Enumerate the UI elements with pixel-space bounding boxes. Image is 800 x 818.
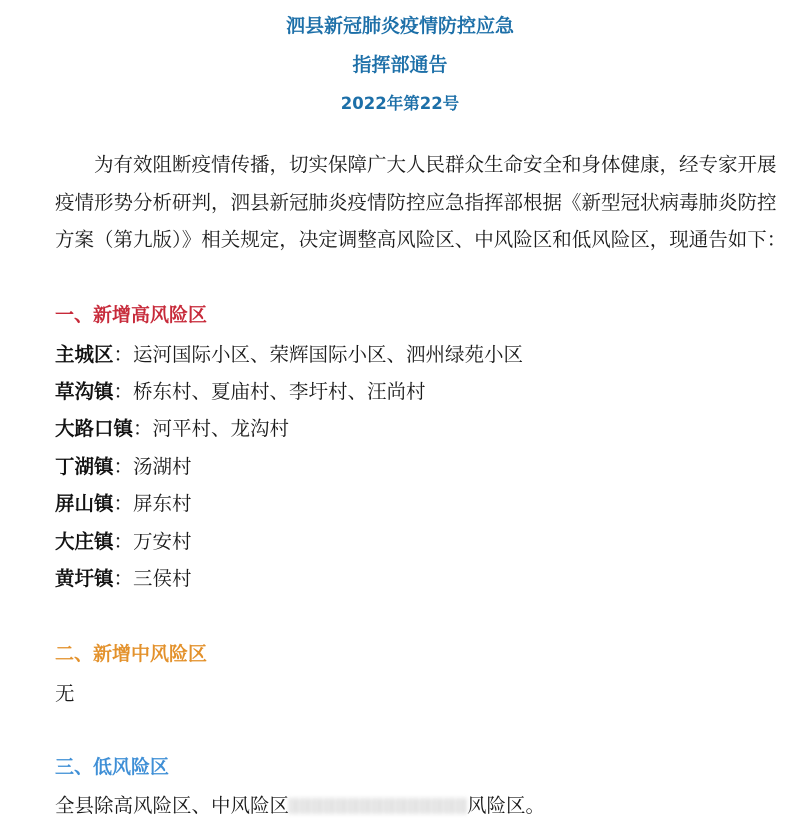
section-medium-risk-title: 二、新增中风险区: [55, 643, 208, 665]
low-risk-text-end: 风险区。: [467, 794, 546, 817]
town-name: 草沟镇: [55, 380, 114, 403]
areas: ：河平村、龙沟村: [133, 417, 290, 440]
section-low-risk-body: [55, 790, 545, 818]
high-risk-row: [55, 526, 192, 554]
town-name: 丁湖镇: [55, 455, 114, 478]
areas: ：万安村: [113, 530, 192, 553]
blurred-text: [289, 798, 467, 814]
town-name: 主城区: [55, 343, 114, 366]
notice-number: 2022年第22号: [340, 94, 460, 113]
areas: ：运河国际小区、荣辉国际小区、泗州绿苑小区: [113, 343, 524, 366]
high-risk-row: [55, 413, 289, 441]
town-name: 大路口镇: [55, 417, 134, 440]
high-risk-row: [55, 488, 192, 516]
high-risk-row: [55, 376, 426, 404]
areas: ：三侯村: [113, 567, 192, 590]
section-low-risk-title: 三、低风险区: [55, 756, 170, 778]
town-name: 大庄镇: [55, 530, 114, 553]
town-name: 屏山镇: [55, 492, 114, 515]
town-name: 黄圩镇: [55, 567, 114, 590]
high-risk-row: [55, 339, 523, 367]
areas: ：桥东村、夏庙村、李圩村、汪尚村: [113, 380, 426, 403]
notice-title-line2: 指挥部通告: [352, 54, 448, 76]
intro-text: 为有效阻断疫情传播，切实保障广大人民群众生命安全和身体健康，经专家开展疫情形势分析研判，泗县新冠肺炎疫情防控应急指挥部根据《新型冠状病毒肺炎防控方案（第九版）》相关规定，决定调整高风险区、中风险区和低风险区，现通告如下：: [55, 153, 787, 251]
intro-paragraph: [55, 146, 790, 259]
low-risk-text-start: 全县除高风险区、中风险区: [55, 794, 290, 817]
section-high-risk-title: 一、新增高风险区: [55, 304, 208, 326]
high-risk-row: [55, 451, 192, 479]
notice-title-line1: 泗县新冠肺炎疫情防控应急: [285, 15, 514, 37]
section-medium-risk-body: 无: [55, 682, 75, 705]
high-risk-row: [55, 563, 192, 591]
areas: ：屏东村: [113, 492, 192, 515]
areas: ：汤湖村: [113, 455, 192, 478]
